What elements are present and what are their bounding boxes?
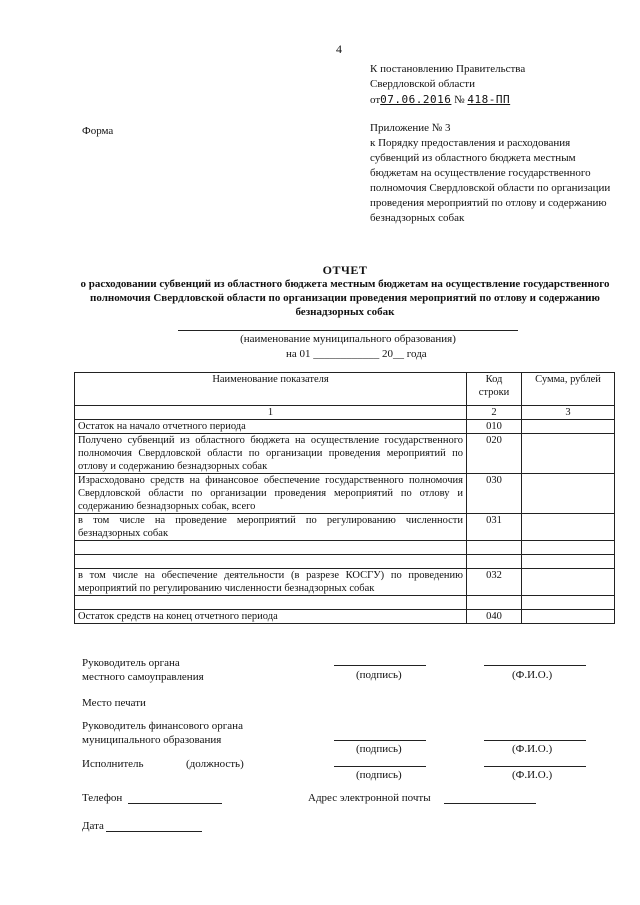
resolution-date: 07.06.2016 bbox=[380, 93, 452, 106]
date-label: Дата bbox=[82, 820, 104, 832]
header-code: Код строки bbox=[467, 373, 522, 406]
header-date-number bbox=[370, 92, 525, 108]
seal-place: Место печати bbox=[82, 697, 146, 709]
row-code: 040 bbox=[467, 610, 522, 624]
row-name: Остаток на начало отчетного периода bbox=[75, 420, 467, 434]
header-line-1: К постановлению Правительства bbox=[370, 63, 526, 75]
row-name: Израсходовано средств на финансовое обеспечение государственного полномочия Свердловской области по организации проведения мероприятий по отлову и содержанию безнадзорных собак, всего bbox=[75, 474, 467, 514]
finance-official-label bbox=[82, 719, 243, 747]
table-row bbox=[75, 434, 615, 474]
form-label: Форма bbox=[82, 125, 114, 137]
phone-label: Телефон bbox=[82, 792, 123, 804]
resolution-number: 418-ПП bbox=[467, 93, 511, 106]
date-field[interactable] bbox=[106, 831, 202, 832]
executor-fio-label: (Ф.И.О.) bbox=[512, 769, 553, 781]
row-sum bbox=[522, 610, 615, 624]
report-date-line: на 01 ____________ 20__ года bbox=[286, 348, 427, 360]
row-name: в том числе на проведение мероприятий по регулированию численности безнадзорных собак bbox=[75, 514, 467, 541]
row-name: в том числе на обеспечение деятельности (в разрезе КОСГУ) по проведению мероприятий по регулированию численности безнадзорных собак bbox=[75, 569, 467, 596]
report-heading: ОТЧЕТ bbox=[322, 263, 368, 277]
phone-field[interactable] bbox=[128, 803, 222, 804]
appendix-text: к Порядку предоставления и расходования субвенций из областного бюджета местным бюджетам на осуществление государственного полномочия Свердловской области по организации проведения мероприятий по отлову и содержанию безнадзорных собак bbox=[370, 137, 611, 224]
executor-sign-label: (подпись) bbox=[356, 769, 402, 781]
table-row-empty bbox=[75, 541, 615, 555]
row-sum bbox=[522, 514, 615, 541]
head-fio-line bbox=[484, 665, 586, 666]
fin-signature-line bbox=[334, 740, 426, 741]
table-header-row bbox=[75, 373, 615, 406]
municipality-label: (наименование муниципального образования) bbox=[240, 333, 456, 345]
date-prefix: от bbox=[370, 94, 381, 106]
report-title bbox=[60, 263, 630, 319]
row-name: Получено субвенций из областного бюджета на осуществление государственного полномочия Свердловской области по организации проведения мероприятий по отлову и содержанию безнадзорных собак bbox=[75, 434, 467, 474]
fin-fio-label: (Ф.И.О.) bbox=[512, 743, 553, 755]
col-num-3: 3 bbox=[522, 406, 615, 420]
page-number: 4 bbox=[336, 42, 342, 56]
report-table bbox=[74, 372, 615, 624]
municipality-line bbox=[178, 330, 518, 331]
row-code: 030 bbox=[467, 474, 522, 514]
row-code: 031 bbox=[467, 514, 522, 541]
email-label: Адрес электронной почты bbox=[308, 792, 431, 804]
table-row bbox=[75, 610, 615, 624]
row-code: 010 bbox=[467, 420, 522, 434]
table-row bbox=[75, 420, 615, 434]
row-code: 032 bbox=[467, 569, 522, 596]
table-row bbox=[75, 569, 615, 596]
header-line-2: Свердловской области bbox=[370, 78, 475, 90]
col-num-2: 2 bbox=[467, 406, 522, 420]
header-name: Наименование показателя bbox=[75, 373, 467, 406]
executor-position: (должность) bbox=[186, 758, 244, 770]
row-sum bbox=[522, 420, 615, 434]
email-field[interactable] bbox=[444, 803, 536, 804]
column-number-row bbox=[75, 406, 615, 420]
table-row-empty bbox=[75, 596, 615, 610]
executor-fio-line bbox=[484, 766, 586, 767]
fin-line-1: Руководитель финансового органа bbox=[82, 720, 243, 732]
head-official-label bbox=[82, 656, 204, 684]
table-row-empty bbox=[75, 555, 615, 569]
fin-sign-label: (подпись) bbox=[356, 743, 402, 755]
fin-fio-line bbox=[484, 740, 586, 741]
resolution-header bbox=[370, 62, 525, 108]
number-prefix: № bbox=[454, 94, 465, 106]
executor-signature-line bbox=[334, 766, 426, 767]
head-line-1: Руководитель органа bbox=[82, 657, 180, 669]
appendix-block bbox=[370, 121, 620, 226]
table-row bbox=[75, 474, 615, 514]
head-fio-label: (Ф.И.О.) bbox=[512, 669, 553, 681]
row-sum bbox=[522, 474, 615, 514]
head-signature-line bbox=[334, 665, 426, 666]
fin-line-2: муниципального образования bbox=[82, 734, 222, 746]
table-row bbox=[75, 514, 615, 541]
row-name: Остаток средств на конец отчетного периода bbox=[75, 610, 467, 624]
row-sum bbox=[522, 569, 615, 596]
header-sum: Сумма, рублей bbox=[522, 373, 615, 406]
head-line-2: местного самоуправления bbox=[82, 671, 204, 683]
report-subtitle: о расходовании субвенций из областного бюджета местным бюджетам на осуществление государственного полномочия Свердловской области по организации проведения мероприятий по отлову и содержанию безнадзорных собак bbox=[80, 278, 610, 318]
row-sum bbox=[522, 434, 615, 474]
executor-label: Исполнитель bbox=[82, 758, 144, 770]
head-sign-label: (подпись) bbox=[356, 669, 402, 681]
appendix-title: Приложение № 3 bbox=[370, 122, 451, 134]
row-code: 020 bbox=[467, 434, 522, 474]
col-num-1: 1 bbox=[75, 406, 467, 420]
